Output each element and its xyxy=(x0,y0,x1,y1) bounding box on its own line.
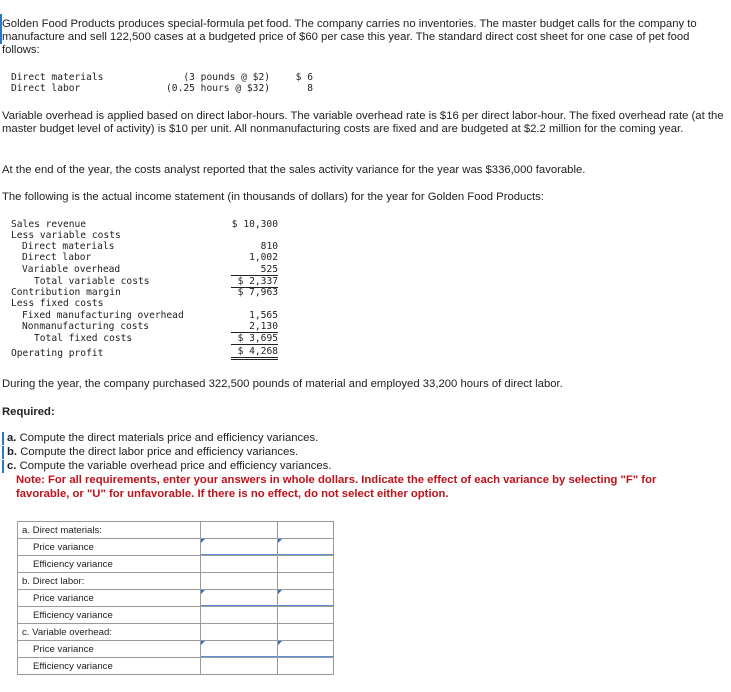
table-row xyxy=(18,590,334,607)
empty-cell xyxy=(278,624,334,641)
empty-cell xyxy=(278,522,334,539)
empty-cell xyxy=(278,573,334,590)
vo-efficiency-variance-fu-select[interactable] xyxy=(278,658,333,674)
cost-sheet-label-dm: Direct materials xyxy=(11,72,104,83)
vo-label: Variable overhead xyxy=(22,264,121,275)
dm-price-variance-amount-input[interactable] xyxy=(201,539,277,555)
row-label: Efficiency variance xyxy=(18,658,201,675)
cost-sheet-label-dl: Direct labor xyxy=(11,83,81,94)
table-row xyxy=(18,573,334,590)
less-variable-label: Less variable costs xyxy=(11,230,121,241)
vo-efficiency-variance-amount-input[interactable] xyxy=(201,658,277,674)
task-c-letter: c. xyxy=(7,460,17,472)
task-b xyxy=(2,446,298,459)
tvc-label: Total variable costs xyxy=(34,276,150,287)
task-c-text: Compute the variable overhead price and efficiency variances. xyxy=(19,460,332,472)
op-value: $ 4,268 xyxy=(231,346,278,360)
intro-paragraph: Golden Food Products produces special-formula pet food. The company carries no inventories. The master budget calls for the company to manufacture and sell 122,500 cases at a budgeted price of $60 per case this year. The standard direct cost sheet for one case of pet food follows: xyxy=(2,18,697,56)
row-label: a. Direct materials: xyxy=(18,522,201,539)
analyst-paragraph: At the end of the year, the costs analyst reported that the sales activity variance for the year was $336,000 favorable. xyxy=(2,164,586,176)
cost-sheet-amount-dl: 8 xyxy=(307,83,313,94)
sales-value: $ 10,300 xyxy=(231,219,278,230)
dl-label: Direct labor xyxy=(22,252,92,263)
row-label: Price variance xyxy=(18,590,201,607)
fmo-label: Fixed manufacturing overhead xyxy=(22,310,184,321)
dm-label: Direct materials xyxy=(22,241,115,252)
cost-sheet-detail-dl: (0.25 hours @ $32) xyxy=(166,83,270,94)
table-row xyxy=(18,607,334,624)
dl-efficiency-variance-amount-input[interactable] xyxy=(201,607,277,623)
task-c xyxy=(2,460,331,473)
table-row xyxy=(18,556,334,573)
op-label: Operating profit xyxy=(11,348,104,359)
row-label: b. Direct labor: xyxy=(18,573,201,590)
table-row xyxy=(18,624,334,641)
variance-answer-table xyxy=(17,521,334,675)
cm-label: Contribution margin xyxy=(11,287,121,298)
cm-value: $ 7,963 xyxy=(237,287,278,298)
task-b-letter: b. xyxy=(7,446,18,458)
vo-price-variance-amount-input[interactable] xyxy=(201,641,277,657)
empty-cell xyxy=(201,624,278,641)
dl-price-variance-amount-input[interactable] xyxy=(201,590,277,606)
less-fixed-label: Less fixed costs xyxy=(11,298,104,309)
table-row xyxy=(18,539,334,556)
income-intro-paragraph: The following is the actual income statement (in thousands of dollars) for the year for Golden Food Products: xyxy=(2,191,544,203)
cost-sheet-amount-dm: $ 6 xyxy=(295,72,313,83)
dm-efficiency-variance-amount-input[interactable] xyxy=(201,556,277,572)
task-b-text: Compute the direct labor price and efficiency variances. xyxy=(20,446,299,458)
tvc-value: $ 2,337 xyxy=(231,276,278,288)
dl-value: 1,002 xyxy=(249,252,278,263)
vo-value: 525 xyxy=(231,264,278,276)
overhead-paragraph: Variable overhead is applied based on direct labor-hours. The variable overhead rate is $16 per direct labor-hour. The fixed overhead rate (at the master budget level of activity) is $10 per unit. All nonmanufacturing costs are fixed and are budgeted at $2.2 million for the coming year. xyxy=(2,110,724,135)
row-label: Price variance xyxy=(18,539,201,556)
tfc-label: Total fixed costs xyxy=(34,333,133,344)
instruction-note: Note: For all requirements, enter your answers in whole dollars. Indicate the effect of each variance by selecting "F" for favorable, or "U" for unfavorable. If there is no effect, do not select either option. xyxy=(16,474,657,500)
empty-cell xyxy=(201,522,278,539)
nm-label: Nonmanufacturing costs xyxy=(22,321,150,332)
task-a-letter: a. xyxy=(7,432,17,444)
dm-efficiency-variance-fu-select[interactable] xyxy=(278,556,333,572)
dm-value: 810 xyxy=(260,241,278,252)
table-row xyxy=(18,658,334,675)
row-label: Efficiency variance xyxy=(18,556,201,573)
dl-efficiency-variance-fu-select[interactable] xyxy=(278,607,333,623)
row-label: Efficiency variance xyxy=(18,607,201,624)
cost-sheet-detail-dm: (3 pounds @ $2) xyxy=(183,72,270,83)
purchase-paragraph: During the year, the company purchased 322,500 pounds of material and employed 33,200 hours of direct labor. xyxy=(2,378,563,390)
empty-cell xyxy=(201,573,278,590)
dl-price-variance-fu-select[interactable] xyxy=(278,590,333,606)
task-a xyxy=(2,432,318,445)
fmo-value: 1,565 xyxy=(249,310,278,321)
row-label: c. Variable overhead: xyxy=(18,624,201,641)
table-row xyxy=(18,641,334,658)
nm-value: 2,130 xyxy=(231,321,278,333)
tfc-value: $ 3,695 xyxy=(231,333,278,345)
required-heading: Required: xyxy=(2,406,55,418)
dm-price-variance-fu-select[interactable] xyxy=(278,539,333,555)
sales-label: Sales revenue xyxy=(11,219,87,230)
task-a-text: Compute the direct materials price and efficiency variances. xyxy=(19,432,319,444)
row-label: Price variance xyxy=(18,641,201,658)
table-row xyxy=(18,522,334,539)
vo-price-variance-fu-select[interactable] xyxy=(278,641,333,657)
